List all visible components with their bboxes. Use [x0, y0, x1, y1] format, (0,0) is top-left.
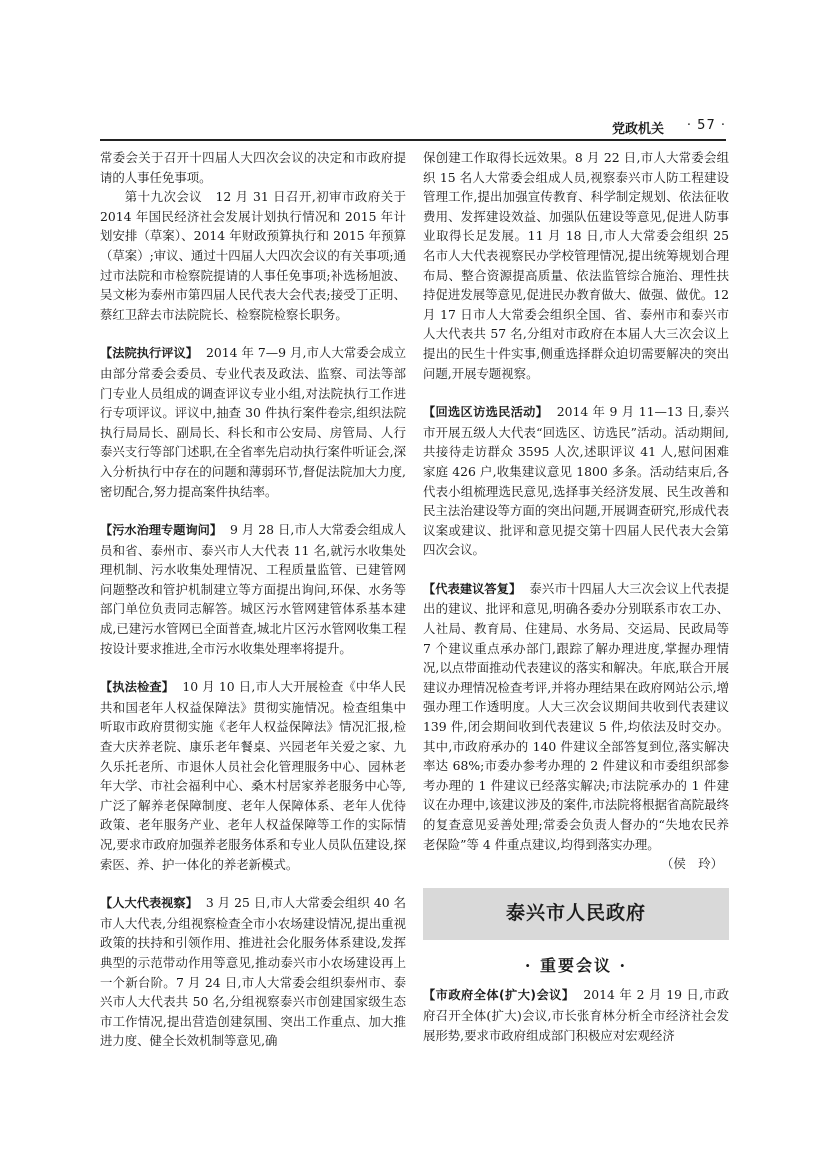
paragraph: 保创建工作取得长远效果。8 月 22 日,市人大常委会组织 15 名人大常委会组成人员,视察泰兴市人防工程建设管理工作,提出加强宣传教育、科学制定规划、依法征收费用、发挥建设效益、加强队伍建设等意见,促进人防事业取得长足发展。11 月 18 日,市人大常委会组织 25 名市人大代表视察民办学校管理情况,提出统筹规划合理布局、整合资源提高质量、依法监管综合施治、理性扶持促进发展等意见,促进民办教育做大、做强、做优。12 月 17 日市人大常委会组织全国、省、泰州市和泰兴市人大代表共 57 名,分组对市政府在本届人大三次会议上提出的民生十件实事,侧重选择群众迫切需要解决的突出问题,开展专题视察。: [423, 150, 729, 381]
author-signature: （侯 玲）: [661, 856, 723, 872]
paragraph: 常委会关于召开十四届人大四次会议的决定和市政府提请的人事任免事项。: [100, 150, 406, 185]
entry-title: 【污水治理专题询问】: [100, 523, 223, 538]
entry-sewage-inquiry: 【污水治理专题询问】 9 月 28 日,市人大常委会组成人员和省、泰州市、泰兴市人大代表 11 名,就污水收集处理机制、污水收集处理情况、工程质量监管、已建管网问题整改和管护机制建立等方面提出询问,环保、水务等部门单位负责同志解答。城区污水管网建管体系基本建成,已建污水管网已全面普查,城北片区污水管网收集工程按设计要求推进,全市污水收集处理率将提升。: [100, 522, 407, 656]
entry-title: 【代表建议答复】: [423, 581, 522, 596]
section-title: 党政机关: [611, 122, 664, 137]
running-header: [100, 116, 726, 138]
entry-law-inspection: 【执法检查】 10 月 10 日,市人大开展检查《中华人民共和国老年人权益保障法》贯彻实施情况。检查组集中听取市政府贯彻实施《老年人权益保障法》情况汇报,检查大庆养老院、康乐老年餐桌、兴园老年关爱之家、九久乐托老所、市退休人员社会化管理服务中心、园林老年大学、市社会福利中心、桑木村居家养老服务中心等,广泛了解养老保障制度、老年人保障体系、老年人优待政策、老年服务产业、老年人权益保障等工作的实际情况,要求市政府加强养老服务体系和专业人员队伍建设,探索医、养、护一体化的养老新模式。: [100, 679, 406, 872]
right-column: [423, 148, 729, 1045]
entry-title: 【法院执行评议】: [100, 346, 198, 361]
entry-deputy-inspection: 【人大代表视察】 3 月 25 日,市人大常委会组织 40 名市人大代表,分组视察检查全市小农场建设情况,提出重视政策的扶持和引领作用、推进社会化服务体系建设,发挥典型的示范带动作用等意见,推动泰兴市小农场建设再上一个新台阶。7 月 24 日,市人大常委会组织泰州市、泰兴市人大代表共 50 名,分组视察泰兴市创建国家级生态市工作情况,提出营造创建氛围、突出工作重点、加大推进力度、健全长效机制等意见,确: [100, 895, 406, 1049]
entry-title: 【执法检查】: [100, 680, 175, 695]
meeting-runin: 第十九次会议: [124, 189, 203, 205]
entry-constituency-visit: 【回选区访选民活动】 2014 年 9 月 11—13 日,泰兴市开展五级人大代表“回选区、访选民”活动。活动期间,共接待走访群众 3595 人次,述职评议 41 人,慰问困难家庭 426 户,收集建议意见 1800 多条。活动结束后,各代表小组梳理选民意见,选择事关经济发展、民生改善和民主法治建设等方面的突出问题,开展调查研究,形成代表议案或建议、批评和意见提交第十四届人民代表大会第四次会议。: [423, 404, 729, 558]
entry-plenary-meeting: 【市政府全体(扩大)会议】 2014 年 2 月 19 日,市政府召开全体(扩大)会议,市长张育林分析全市经济社会发展形势,要求市政府组成部门积极应对宏观经济: [423, 987, 729, 1043]
entry-court-evaluation: 【法院执行评议】 2014 年 7—9 月,市人大常委会成立由部分常委会委员、专业代表及政法、监察、司法等部门专业人员组成的调查评议专业小组,对法院执行工作进行专项评议。评议中,抽查 30 件执行案件卷宗,组织法院执行局局长、副局长、科长和市公安局、房管局、人行泰兴支行等部门述职,在全省率先启动执行案件听证会,深入分析执行中存在的问题和薄弱环节,督促法院加大力度,密切配合,努力提高案件执结率。: [100, 345, 406, 499]
left-column: [100, 148, 406, 1051]
header-rule: [100, 139, 726, 141]
entry-proposal-reply: 【代表建议答复】 泰兴市十四届人大三次会议上代表提出的建议、批评和意见,明确各委办分别联系市农工办、人社局、教育局、住建局、水务局、交运局、民政局等 7 个建议重点承办部门,跟踪了解办理进度,掌握办理情况,以点带面推动代表建议的落实和解决。年底,联合开展建议办理情况检查考评,并将办理结果在政府网站公示,增强办理工作透明度。人大三次会议期间共收到代表建议 139 件,闭会期间收到代表建议 5 件,均依法及时交办。其中,市政府承办的 140 件建议全部答复到位,落实解决率达 68%;市委办参考办理的 2 件建议和市委组织部参考办理的 1 件建议已经落实解决;市法院承办的 1 件建议在办理中,该建议涉及的案件,市法院将根据省高院最终的复查意见妥善处理;常委会负责人督办的“失地农民养老保险”等 4 件重点建议,均得到落实办理。 （侯 玲）: [423, 579, 729, 874]
entry-title: 【回选区访选民活动】: [423, 405, 549, 420]
chapter-banner: 泰兴市人民政府: [423, 888, 729, 940]
section-subheading: · 重要会议 ·: [524, 955, 628, 975]
entry-title: 【人大代表视察】: [100, 896, 198, 911]
entry-title: 【市政府全体(扩大)会议】: [423, 988, 575, 1003]
paragraph: 第十九次会议 12 月 31 日召开,初审市政府关于 2014 年国民经济社会发展计划执行情况和 2015 年计划安排（草案）、2014 年财政预算执行和 2015 年预算（草案）;审议、通过十四届人大四次会议的有关事项;通过市法院和市检察院提请的人事任免事项;补选杨旭波、吴文彬为泰州市第四届人民代表大会代表;接受丁正明、蔡红卫辞去市法院院长、检察院检察长职务。: [100, 189, 406, 322]
page-number: · 57 ·: [686, 118, 726, 133]
